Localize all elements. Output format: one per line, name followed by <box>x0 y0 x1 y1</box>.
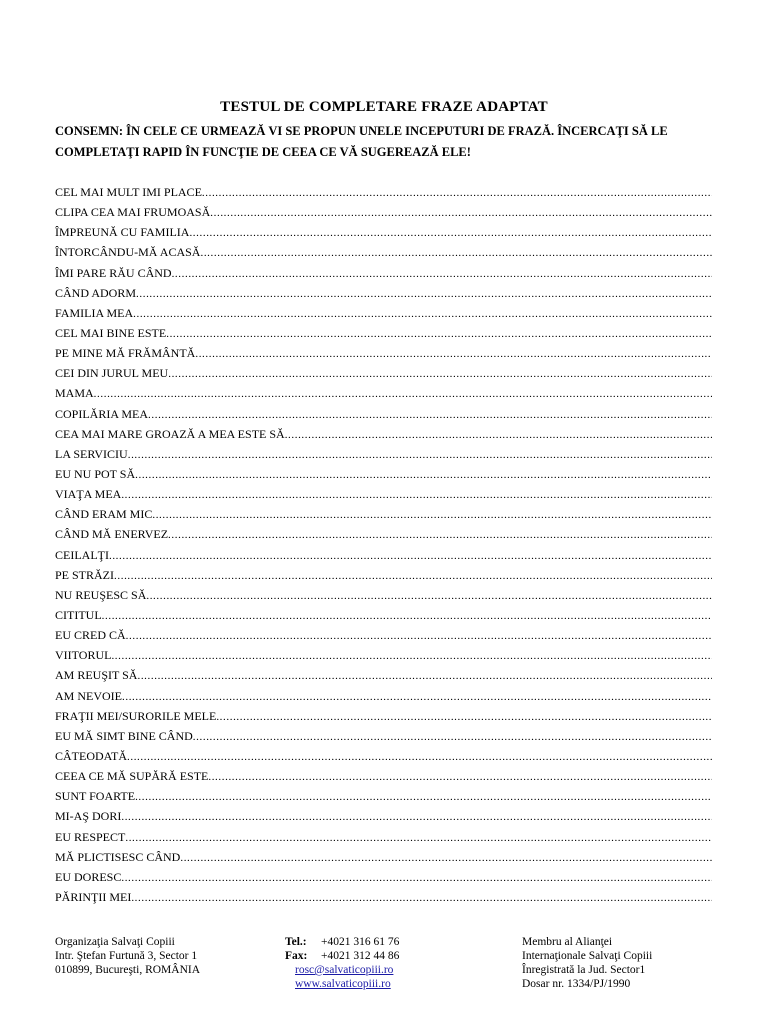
sentence-starter-label: ÎMI PARE RĂU CÂND <box>55 265 172 280</box>
answer-line[interactable] <box>137 666 712 685</box>
sentence-starter-label: ÎMPREUNĂ CU FAMILIA <box>55 225 190 240</box>
answer-line[interactable] <box>172 264 712 283</box>
sentence-starter-label: VIITORUL <box>55 648 112 663</box>
sentence-row <box>55 645 712 665</box>
sentence-starter-label: CÂND ERAM MIC <box>55 507 153 522</box>
sentence-starter-label: EU RESPECT <box>55 829 126 844</box>
answer-line[interactable] <box>146 586 712 605</box>
tel-number: +4021 316 61 76 <box>321 936 400 948</box>
answer-line[interactable] <box>210 203 712 222</box>
answer-line[interactable] <box>127 747 712 766</box>
answer-line[interactable] <box>128 445 712 464</box>
sentence-row <box>55 766 712 786</box>
sentence-starter-label: CEEA CE MĂ SUPĂRĂ ESTE <box>55 769 209 784</box>
sentence-row <box>55 303 712 323</box>
sentence-row <box>55 222 712 242</box>
sentence-row <box>55 665 712 685</box>
answer-line[interactable] <box>216 707 712 726</box>
sentence-row <box>55 726 712 746</box>
sentence-row <box>55 786 712 806</box>
sentence-starter-label: ÎNTORCÂNDU-MĂ ACASĂ <box>55 245 201 260</box>
answer-line[interactable] <box>131 888 712 907</box>
sentence-row <box>55 585 712 605</box>
sentence-starter-label: CLIPA CEA MAI FRUMOASĂ <box>55 205 211 220</box>
answer-line[interactable] <box>121 807 712 826</box>
sentence-starter-label: CÂND ADORM <box>55 285 137 300</box>
answer-line[interactable] <box>202 183 712 202</box>
sentence-starter-label: COPILĂRIA MEA <box>55 406 149 421</box>
sentence-starter-label: CITITUL <box>55 607 102 622</box>
sentence-row <box>55 706 712 726</box>
sentence-completion-list <box>55 182 712 907</box>
answer-line[interactable] <box>126 626 712 645</box>
document-title: TESTUL DE COMPLETARE FRAZE ADAPTAT <box>220 99 548 115</box>
answer-line[interactable] <box>195 344 712 363</box>
answer-line[interactable] <box>114 566 712 585</box>
answer-line[interactable] <box>189 223 712 242</box>
sentence-row <box>55 867 712 887</box>
sentence-row <box>55 545 712 565</box>
footer-registration <box>522 935 652 991</box>
sentence-starter-label: FAMILIA MEA <box>55 305 134 320</box>
sentence-starter-label: CEL MAI MULT IMI PLACE <box>55 185 202 199</box>
fax-label: Fax: <box>285 950 308 962</box>
answer-line[interactable] <box>166 324 712 343</box>
fax-number: +4021 312 44 86 <box>321 950 400 962</box>
sentence-starter-label: CEILALŢI <box>55 547 109 562</box>
answer-line[interactable] <box>136 284 712 303</box>
tel-label: Tel.: <box>285 936 307 948</box>
answer-line[interactable] <box>152 505 712 524</box>
sentence-starter-label: AM NEVOIE <box>55 688 122 703</box>
answer-line[interactable] <box>122 687 712 706</box>
answer-line[interactable] <box>111 646 712 665</box>
sentence-starter-label: SUNT FOARTE <box>55 789 136 804</box>
sentence-starter-label: CEI DIN JURUL MEU <box>55 366 169 381</box>
answer-line[interactable] <box>200 243 712 262</box>
sentence-starter-label: EU DORESC <box>55 869 122 884</box>
sentence-row <box>55 424 712 444</box>
sentence-starter-label: LA SERVICIU <box>55 446 128 461</box>
sentence-starter-label: CÂND MĂ ENERVEZ <box>55 527 169 542</box>
footer-contact <box>285 935 399 991</box>
sentence-starter-label: VIAŢA MEA <box>55 487 122 502</box>
sentence-row <box>55 202 712 222</box>
footer-organization <box>55 935 200 977</box>
instructions-line-1: CONSEMN: ÎN CELE CE URMEAZĂ VI SE PROPUN UNELE INCEPUTURI DE FRAZĂ. ÎNCERCAŢI SĂ LE <box>55 124 668 138</box>
sentence-row <box>55 323 712 343</box>
sentence-row <box>55 263 712 283</box>
organization-name: Organizaţia Salvaţi Copiii <box>55 936 175 948</box>
sentence-row <box>55 625 712 645</box>
sentence-starter-label: CEL MAI BINE ESTE <box>55 325 167 340</box>
sentence-starter-label: MAMA <box>55 386 94 401</box>
sentence-starter-label: NU REUŞESC SĂ <box>55 587 147 602</box>
sentence-starter-label: FRAŢII MEI/SURORILE MELE <box>55 708 217 723</box>
sentence-row <box>55 283 712 303</box>
answer-line[interactable] <box>208 767 712 786</box>
sentence-row <box>55 524 712 544</box>
sentence-row <box>55 806 712 826</box>
sentence-row <box>55 242 712 262</box>
registration-line-4: Dosar nr. 1334/PJ/1990 <box>522 978 631 990</box>
organization-city: 010899, Bucureşti, ROMÂNIA <box>55 964 201 976</box>
answer-line[interactable] <box>94 384 712 403</box>
sentence-row <box>55 363 712 383</box>
answer-line[interactable] <box>168 364 712 383</box>
sentence-row <box>55 444 712 464</box>
answer-line[interactable] <box>121 485 712 504</box>
answer-line[interactable] <box>135 465 712 484</box>
sentence-row <box>55 404 712 424</box>
sentence-starter-label: CEA MAI MARE GROAZĂ A MEA ESTE SĂ <box>55 426 285 441</box>
sentence-row <box>55 827 712 847</box>
sentence-starter-label: PE STRĂZI <box>55 567 115 582</box>
sentence-row <box>55 343 712 363</box>
sentence-row <box>55 887 712 907</box>
sentence-starter-label: EU CRED CĂ <box>55 628 126 643</box>
answer-line[interactable] <box>168 525 712 544</box>
answer-line[interactable] <box>121 868 712 887</box>
sentence-starter-label: PE MINE MĂ FRĂMÂNTĂ <box>55 346 196 361</box>
email-link[interactable]: rosc@salvaticopiii.ro <box>295 964 394 976</box>
sentence-row <box>55 464 712 484</box>
sentence-row <box>55 746 712 766</box>
sentence-starter-label: AM REUŞIT SĂ <box>55 668 138 683</box>
answer-line[interactable] <box>193 727 712 746</box>
website-link[interactable]: www.salvaticopiii.ro <box>295 978 391 990</box>
sentence-row <box>55 484 712 504</box>
answer-line[interactable] <box>102 606 712 625</box>
registration-line-2: Internaţionale Salvaţi Copiii <box>522 950 653 962</box>
sentence-row <box>55 182 712 202</box>
answer-line[interactable] <box>148 405 712 424</box>
sentence-row <box>55 504 712 524</box>
sentence-row <box>55 686 712 706</box>
instructions-line-2: COMPLETAŢI RAPID ÎN FUNCŢIE DE CEEA CE VĂ SUGEREAZĂ ELE! <box>55 145 471 159</box>
sentence-starter-label: PĂRINŢII MEI <box>55 889 132 904</box>
sentence-starter-label: CÂTEODATĂ <box>55 748 127 763</box>
sentence-row <box>55 565 712 585</box>
answer-line[interactable] <box>125 828 712 847</box>
sentence-row <box>55 605 712 625</box>
sentence-starter-label: MI-AŞ DORI <box>55 809 122 824</box>
sentence-row <box>55 847 712 867</box>
sentence-row <box>55 383 712 403</box>
answer-line[interactable] <box>180 848 712 867</box>
sentence-starter-label: EU MĂ SIMT BINE CÂND <box>55 728 193 743</box>
answer-line[interactable] <box>109 546 712 565</box>
organization-address: Intr. Ştefan Furtună 3, Sector 1 <box>55 950 198 962</box>
answer-line[interactable] <box>285 425 712 444</box>
sentence-starter-label: EU NU POT SĂ <box>55 466 136 481</box>
answer-line[interactable] <box>133 304 712 323</box>
registration-line-1: Membru al Alianţei <box>522 936 613 948</box>
sentence-starter-label: MĂ PLICTISESC CÂND <box>55 849 181 864</box>
answer-line[interactable] <box>135 787 712 806</box>
registration-line-3: Înregistrată la Jud. Sector1 <box>522 964 646 976</box>
